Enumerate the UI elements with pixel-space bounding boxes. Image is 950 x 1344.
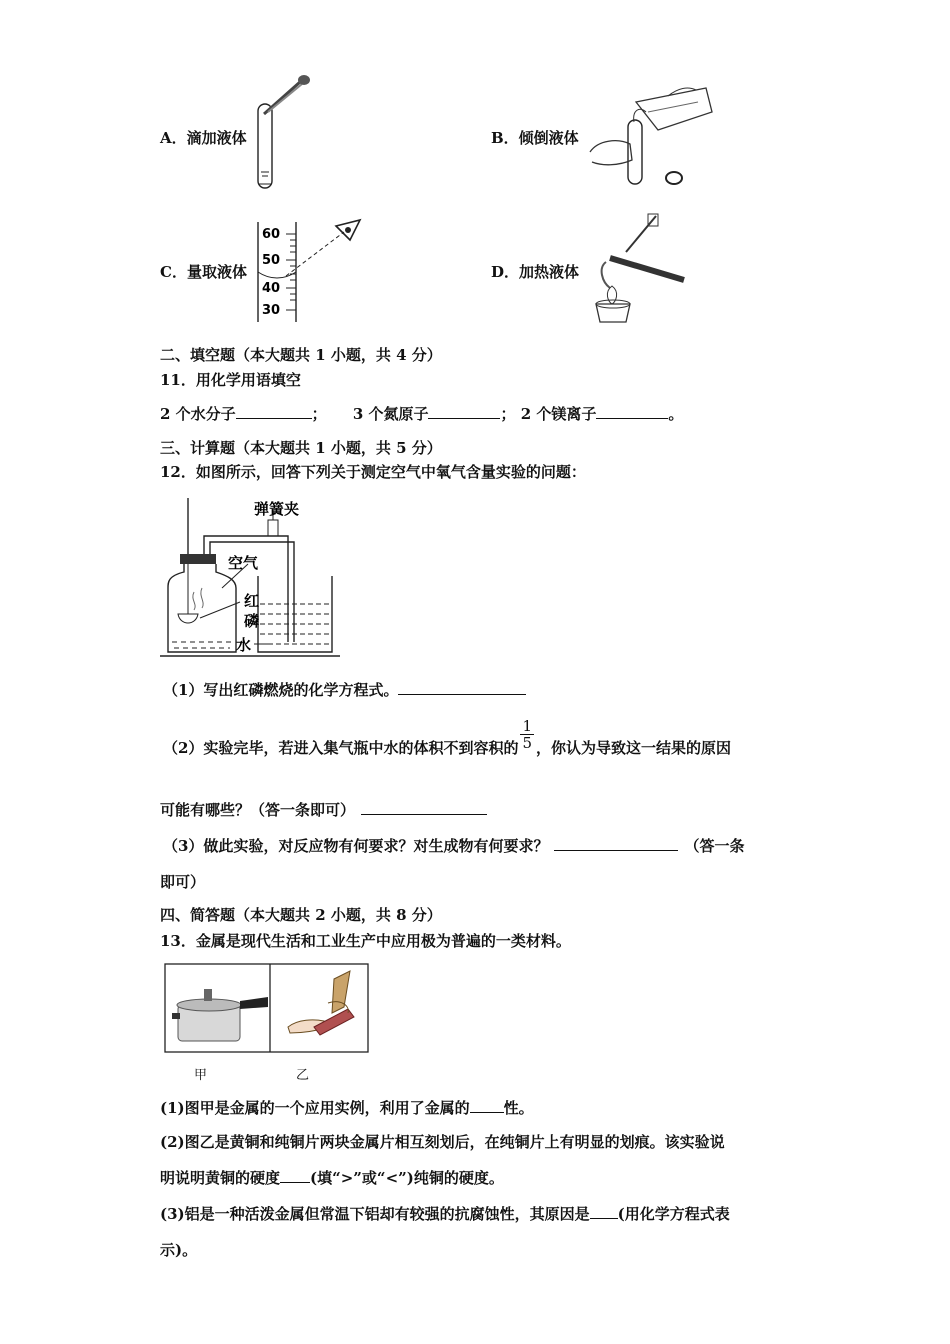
oxygen-experiment-apparatus (160, 492, 350, 660)
option-d-label: D．加热液体 (491, 263, 580, 281)
fraction-numerator: 1 (522, 716, 532, 735)
option-b-label: B．倾倒液体 (491, 129, 579, 147)
q12-1-blank[interactable] (398, 680, 526, 695)
option-c-label: C．量取液体 (160, 263, 247, 281)
pouring-liquid-figure (588, 82, 718, 190)
section-3-heading: 三、计算题（本大题共 1 小题，共 5 分） (160, 439, 442, 457)
cylinder-mark-40: 40 (262, 281, 281, 296)
q12-1 (163, 680, 526, 700)
q11-item-c: 2 个镁离子 (520, 405, 597, 423)
q13-3-text-a: (3)铝是一种活泼金属但常温下铝却有较强的抗腐蚀性，其原因是 (160, 1205, 590, 1223)
label-red-1: 红 (244, 592, 260, 610)
q13-2-text-c: (填“>”或“<”)纯铜的硬度。 (310, 1169, 504, 1187)
graduated-cylinder-figure (252, 218, 368, 326)
q12-3-text-b: （答一条 (684, 837, 745, 855)
dropper-test-tube-figure (240, 72, 320, 194)
q13-3b: 示)。 (160, 1241, 198, 1259)
label-phosphorus-2: 磷 (244, 612, 260, 630)
q13-title: 13．金属是现代生活和工业生产中应用极为普遍的一类材料。 (160, 932, 571, 950)
q13-3-text-b: (用化学方程式表 (617, 1205, 730, 1223)
q12-2 (163, 716, 732, 758)
q13-3a (160, 1204, 730, 1224)
metal-images-figure (164, 963, 370, 1055)
q12-2-text-c: 可能有哪些？（答一条即可） (160, 801, 356, 819)
q13-3-blank[interactable] (590, 1204, 618, 1219)
q11-blank-a[interactable] (236, 404, 312, 419)
fraction-denominator: 5 (522, 733, 532, 752)
cylinder-mark-60: 60 (262, 227, 281, 242)
q12-3-blank[interactable] (554, 836, 678, 851)
cylinder-mark-50: 50 (262, 253, 281, 268)
q11-item-b: 3 个氮原子 (352, 405, 429, 423)
q12-2-text-a: （2）实验完毕，若进入集气瓶中水的体积不到容积的 (163, 739, 519, 757)
q13-1 (160, 1098, 534, 1118)
caption-yi: 乙 (296, 1068, 310, 1083)
q13-1-blank[interactable] (470, 1098, 504, 1113)
q13-2a: (2)图乙是黄铜和纯铜片两块金属片相互刻划后，在纯铜片上有明显的划痕。该实验说 (160, 1133, 725, 1151)
metal-scratch-image (288, 971, 354, 1035)
q13-2-blank[interactable] (280, 1168, 310, 1183)
q11-end: 。 (668, 405, 684, 423)
label-spring-clip: 弹簧夹 (254, 500, 300, 518)
fraction-one-fifth (520, 718, 534, 751)
section-2-heading: 二、填空题（本大题共 1 小题，共 4 分） (160, 346, 442, 364)
caption-jia: 甲 (194, 1068, 208, 1083)
q11-line (160, 404, 683, 424)
q11-blank-c[interactable] (596, 404, 668, 419)
pressure-cooker-image (172, 989, 268, 1041)
q11-item-a: 2 个水分子 (160, 405, 236, 423)
q11-sep-1: ； (311, 405, 327, 423)
q11-blank-b[interactable] (428, 404, 500, 419)
heating-liquid-figure (590, 212, 698, 328)
option-a-label: A．滴加液体 (160, 129, 247, 147)
label-water: 水 (236, 636, 252, 654)
section-4-heading: 四、简答题（本大题共 2 小题，共 8 分） (160, 906, 442, 924)
q11-sep-2: ； (500, 405, 516, 423)
q11-title: 11．用化学用语填空 (160, 371, 301, 389)
q13-2b (160, 1168, 504, 1188)
label-air: 空气 (228, 554, 259, 572)
q12-1-text: （1）写出红磷燃烧的化学方程式。 (163, 681, 399, 699)
q13-1-text-a: (1)图甲是金属的一个应用实例，利用了金属的 (160, 1099, 470, 1117)
q12-3 (163, 836, 744, 856)
q12-3-cont: 即可） (160, 873, 206, 891)
q13-2-text-b: 明说明黄铜的硬度 (160, 1169, 281, 1187)
q13-1-text-b: 性。 (503, 1099, 534, 1117)
q12-2-blank[interactable] (361, 800, 487, 815)
q12-2-cont (160, 800, 487, 820)
q12-3-text-a: （3）做此实验，对反应物有何要求？对生成物有何要求？ (163, 837, 549, 855)
cylinder-mark-30: 30 (262, 303, 281, 318)
q12-2-text-b: ，你认为导致这一结果的原因 (536, 739, 732, 757)
q12-title: 12．如图所示，回答下列关于测定空气中氧气含量实验的问题： (160, 463, 586, 481)
